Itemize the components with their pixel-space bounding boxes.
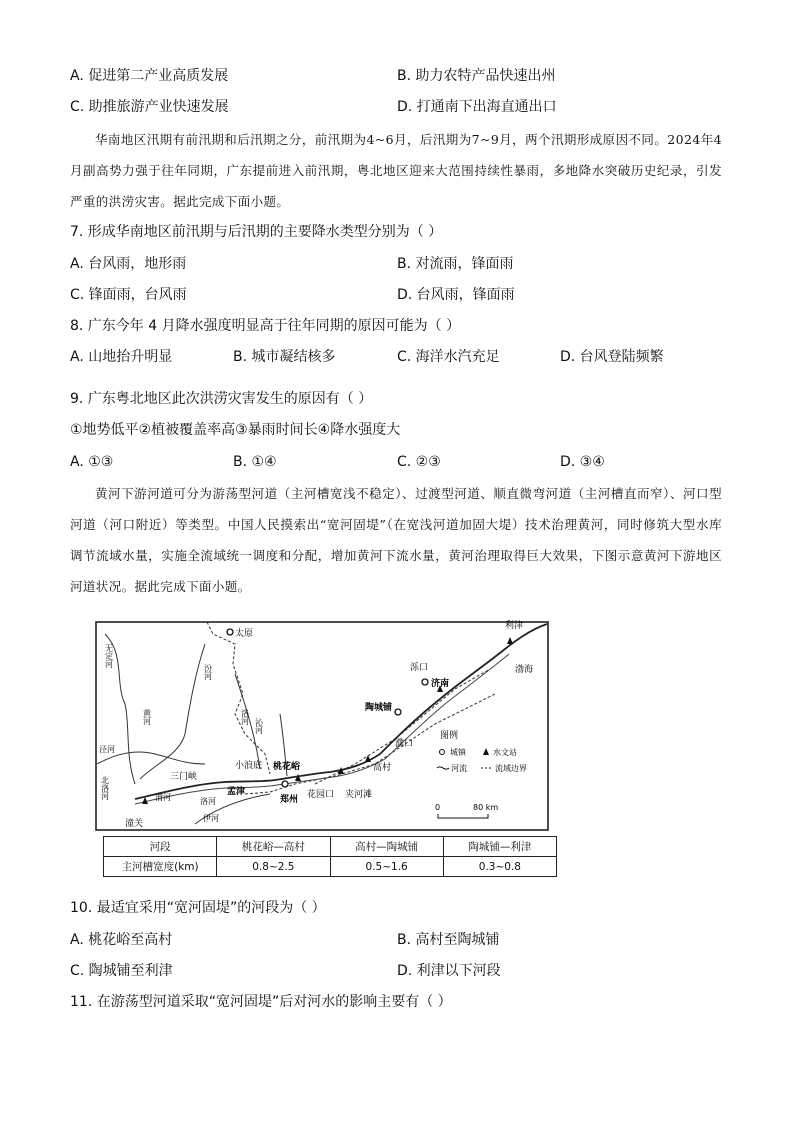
table-header-cell: 陶城铺—利津	[443, 837, 556, 857]
q8-option-d[interactable]: D. 台风登陆频繁	[560, 349, 664, 365]
table-cell: 0.8~2.5	[217, 857, 330, 877]
q8-stem: 8. 广东今年 4 月降水强度明显高于往年同期的原因可能为（ ）	[70, 318, 461, 334]
city-zhengzhou-dot	[282, 781, 288, 787]
q9-option-c[interactable]: C. ②③	[397, 454, 441, 470]
q10-option-a[interactable]: A. 桃花峪至高村	[70, 932, 173, 948]
table-cell: 主河槽宽度(km)	[104, 857, 217, 877]
q7-options-row2	[70, 285, 730, 305]
legend-station-symbol	[483, 748, 489, 755]
q9-option-b[interactable]: B. ①④	[233, 454, 277, 470]
q6-option-a[interactable]: A. 促进第二产业高质发展	[70, 68, 229, 84]
label-sanmenxia: 三门峡	[170, 772, 198, 782]
q11-stem: 11. 在游荡型河道采取“宽河固堤”后对河水的影响主要有（ ）	[70, 994, 452, 1010]
table-header-row	[104, 837, 557, 857]
map-svg	[95, 614, 555, 832]
legend-city: 城镇	[450, 748, 466, 757]
label-bohai: 渤海	[515, 665, 534, 675]
q10-option-c[interactable]: C. 陶城铺至利津	[70, 963, 173, 979]
q10-options-row1	[70, 930, 730, 950]
table-cell: 0.5~1.6	[330, 857, 443, 877]
station-lijin	[507, 637, 513, 644]
passage-1-text: 华南地区汛期有前汛期和后汛期之分，前汛期为4~6月，后汛期为7~9月，两个汛期形成原因不同。2024年4月副高势力强于往年同期，广东提前进入前汛期，粤北地区迎来大范围持续性暴雨，多地降水突破历史纪录，引发严重的洪涝灾害。据此完成下面小题。	[70, 132, 722, 209]
q9-stem: 9. 广东粤北地区此次洪涝灾害发生的原因有（ ）	[70, 391, 373, 407]
q10-option-b[interactable]: B. 高村至陶城铺	[397, 932, 500, 948]
label-taochengpu: 陶城铺	[365, 703, 393, 713]
label-jinan: 济南	[431, 679, 450, 689]
legend-scale-80: 80 km	[473, 803, 499, 812]
label-river-luohe: 洛河	[240, 709, 250, 725]
table-header-cell: 高村—陶城铺	[330, 837, 443, 857]
q10-option-d[interactable]: D. 利津以下河段	[397, 963, 501, 979]
label-river-qinhe: 沁河	[254, 718, 264, 734]
label-taiyuan: 太原	[235, 629, 254, 639]
label-river-jing: 泾河	[99, 745, 115, 754]
river-width-table	[103, 836, 557, 877]
q9-items: ①地势低平②植被覆盖率高③暴雨时间长④降水强度大	[70, 422, 401, 438]
q6-options-row2	[70, 97, 730, 117]
q6-options-row1	[70, 66, 730, 86]
label-river-wuding: 无定河	[104, 644, 114, 668]
label-taohuayu: 桃花峪	[273, 762, 301, 772]
table-cell: 0.3~0.8	[443, 857, 556, 877]
passage-2	[70, 478, 722, 602]
legend-scale-zero: 0	[435, 803, 441, 812]
city-taiyuan-dot	[227, 629, 233, 635]
label-river-fen: 汾河	[203, 664, 213, 680]
label-river-luo2: 洛河	[200, 797, 216, 806]
legend-river-symbol	[437, 767, 449, 769]
q9-options-row	[70, 452, 730, 472]
label-jiahetan: 夹河滩	[345, 790, 373, 800]
q10-stem: 10. 最适宜采用“宽河固堤”的河段为（ ）	[70, 900, 326, 916]
q7-options-row1	[70, 254, 730, 274]
q9-option-a[interactable]: A. ①③	[70, 454, 114, 470]
label-huayuankou: 花园口	[307, 790, 335, 800]
passage-2-text: 黄河下游河道可分为游荡型河道（主河槽宽浅不稳定）、过渡型河道、顺直微弯河道（主河槽直而窄）、河口型河道（河口附近）等类型。中国人民摸索出“宽河固堤”（在宽浅河道加固大堤）技术治理黄河，同时修筑大型水库调节流域水量，实施全流域统一调度和分配，增加黄河下流水量，黄河治理取得巨大效果，下图示意黄河下游地区河道状况。据此完成下面小题。	[70, 486, 722, 594]
station-gaocun	[365, 755, 371, 762]
passage-1	[70, 124, 722, 217]
q7-stem: 7. 形成华南地区前汛期与后汛期的主要降水类型分别为（ ）	[70, 224, 443, 240]
legend-boundary: 流域边界	[495, 764, 527, 773]
label-luokou: 泺口	[410, 663, 429, 673]
legend-scale-bar	[438, 814, 488, 818]
label-xiaolangdi: 小浪底	[235, 761, 263, 771]
legend-river: 河流	[451, 764, 467, 773]
legend-title: 图例	[440, 731, 459, 741]
legend-city-symbol	[440, 750, 445, 755]
q9-option-d[interactable]: D. ③④	[560, 454, 605, 470]
table-header-cell: 桃花峪—高村	[217, 837, 330, 857]
q7-option-d[interactable]: D. 台风雨，锋面雨	[397, 287, 515, 303]
q8-option-c[interactable]: C. 海洋水汽充足	[397, 349, 500, 365]
q8-option-b[interactable]: B. 城市凝结核多	[233, 349, 336, 365]
q6-option-d[interactable]: D. 打通南下出海直通出口	[397, 99, 557, 115]
legend-station: 水文站	[493, 748, 517, 757]
map-legend	[435, 729, 527, 818]
label-pukou: 濮口	[395, 739, 414, 749]
city-taochengpu-dot	[395, 709, 401, 715]
q8-option-a[interactable]: A. 山地抬升明显	[70, 349, 173, 365]
label-river-yihe: 伊河	[203, 814, 219, 823]
label-zhengzhou: 郑州	[280, 795, 299, 805]
q7-option-c[interactable]: C. 锋面雨，台风雨	[70, 287, 187, 303]
city-jinan-dot	[422, 679, 428, 685]
table-row	[104, 857, 557, 877]
label-lijin: 利津	[505, 621, 524, 631]
label-tongguan: 潼关	[125, 819, 144, 829]
label-river-huang: 黄河	[142, 709, 152, 725]
q6-option-c[interactable]: C. 助推旅游产业快速发展	[70, 99, 229, 115]
label-river-bei-luo: 北洛河	[100, 776, 110, 800]
label-mengjin: 孟津	[227, 787, 246, 797]
q6-option-b[interactable]: B. 助力农特产品快速出州	[397, 68, 556, 84]
yellow-river-map	[95, 614, 555, 832]
q10-options-row2	[70, 961, 730, 981]
q8-options-row	[70, 347, 730, 367]
basin-boundary-west	[207, 622, 270, 774]
q7-option-a[interactable]: A. 台风雨，地形雨	[70, 256, 187, 272]
label-gaocun: 高村	[373, 763, 392, 773]
table-header-cell: 河段	[104, 837, 217, 857]
q7-option-b[interactable]: B. 对流雨，锋面雨	[397, 256, 514, 272]
label-river-weihe: 渭河	[155, 793, 171, 802]
